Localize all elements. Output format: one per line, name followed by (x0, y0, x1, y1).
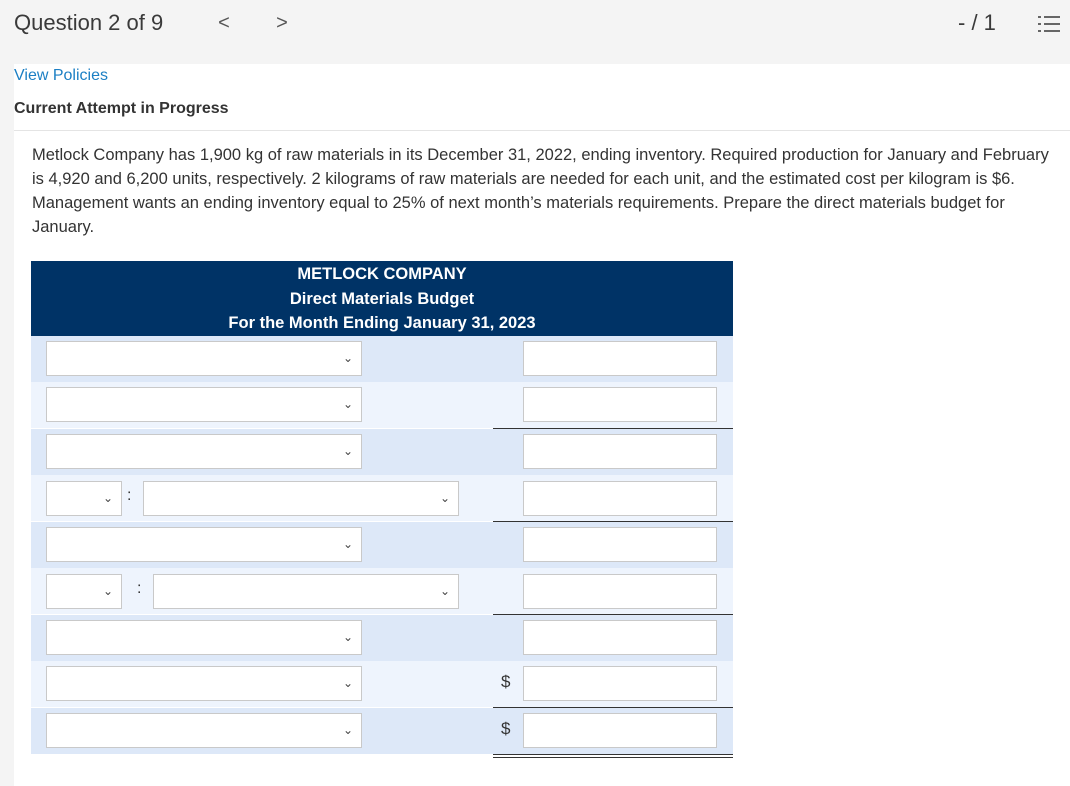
line-item-select-3[interactable] (46, 434, 362, 469)
chevron-down-icon: ⌄ (439, 584, 450, 598)
amount-input-7[interactable] (523, 620, 717, 655)
chevron-down-icon: ⌄ (342, 537, 353, 551)
budget-row-3 (31, 429, 733, 475)
next-question-button[interactable]: > (276, 12, 288, 34)
dollar-sign: $ (501, 719, 511, 738)
question-list-icon[interactable] (1038, 14, 1060, 34)
amount-input-2[interactable] (523, 387, 717, 422)
chevron-down-icon: ⌄ (342, 630, 353, 644)
line-item-select-4[interactable] (143, 481, 459, 516)
dollar-sign: $ (501, 672, 511, 691)
amount-input-6[interactable] (523, 574, 717, 609)
amount-input-1[interactable] (523, 341, 717, 376)
chevron-down-icon: ⌄ (342, 723, 353, 737)
budget-row-2 (31, 382, 733, 428)
budget-row-4 (31, 475, 733, 521)
line-item-select-2[interactable] (46, 387, 362, 422)
question-score: - / 1 (958, 10, 996, 35)
chevron-down-icon: ⌄ (342, 444, 353, 458)
chevron-down-icon: ⌄ (342, 676, 353, 690)
budget-header (31, 261, 733, 336)
question-counter: Question 2 of 9 (14, 10, 164, 35)
colon-separator: : (127, 487, 132, 504)
operator-select-4[interactable] (46, 481, 122, 516)
budget-row-7 (31, 615, 733, 661)
view-policies-link[interactable]: View Policies (14, 67, 108, 84)
budget-row-6 (31, 568, 733, 614)
company-name: METLOCK COMPANY (297, 265, 467, 283)
direct-materials-budget-table (31, 261, 733, 738)
colon-separator: : (137, 580, 142, 597)
left-gutter (0, 64, 14, 786)
line-item-select-5[interactable] (46, 527, 362, 562)
header-strip (0, 50, 1070, 64)
budget-row-1 (31, 336, 733, 382)
problem-statement: Metlock Company has 1,900 kg of raw materials in its December 31, 2022, ending inventory. Required production for January and February is 4,920 and 6,200 units, respectively. 2 kilograms of raw materials are needed for each unit, and the estimated cost per kilogram is $6. Management wants an ending inventory equal to 25% of next month’s materials requirements. Prepare the direct materials budget for January. (32, 146, 1049, 236)
chevron-down-icon: ⌄ (342, 397, 353, 411)
line-item-select-9[interactable] (46, 713, 362, 748)
amount-input-3[interactable] (523, 434, 717, 469)
budget-row-8 (31, 661, 733, 707)
question-header (0, 0, 1070, 50)
line-item-select-6[interactable] (153, 574, 459, 609)
budget-row-5 (31, 522, 733, 568)
budget-period: For the Month Ending January 31, 2023 (228, 314, 536, 332)
amount-input-8[interactable] (523, 666, 717, 701)
line-item-select-1[interactable] (46, 341, 362, 376)
chevron-down-icon: ⌄ (342, 351, 353, 365)
line-item-select-7[interactable] (46, 620, 362, 655)
amount-input-4[interactable] (523, 481, 717, 516)
budget-row-9 (31, 708, 733, 754)
operator-select-6[interactable] (46, 574, 122, 609)
amount-input-5[interactable] (523, 527, 717, 562)
prev-question-button[interactable]: < (218, 12, 230, 34)
chevron-down-icon: ⌄ (102, 584, 113, 598)
budget-title: Direct Materials Budget (289, 290, 475, 308)
chevron-down-icon: ⌄ (439, 491, 450, 505)
chevron-down-icon: ⌄ (102, 491, 113, 505)
line-item-select-8[interactable] (46, 666, 362, 701)
attempt-status: Current Attempt in Progress (14, 100, 229, 117)
total-double-rule (493, 754, 733, 758)
divider (14, 130, 1070, 131)
amount-input-9[interactable] (523, 713, 717, 748)
